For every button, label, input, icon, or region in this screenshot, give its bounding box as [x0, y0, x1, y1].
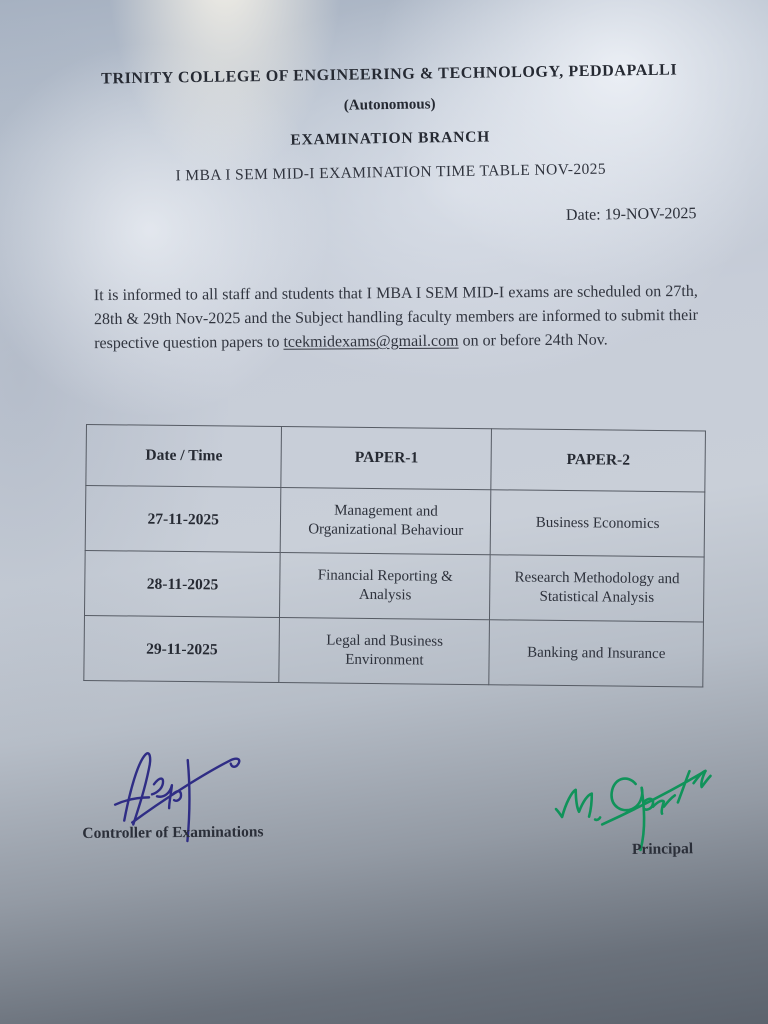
table-row	[84, 550, 704, 621]
exam-timetable-table	[83, 424, 706, 687]
examination-branch-heading: EXAMINATION BRANCH	[290, 128, 491, 149]
paper2-subject: Business Economics	[490, 490, 704, 557]
exam-date: 27-11-2025	[85, 486, 281, 553]
autonomous-subtitle: (Autonomous)	[343, 96, 436, 114]
exam-date: 29-11-2025	[84, 615, 280, 682]
principal-signature-block	[547, 761, 718, 860]
notice-paragraph	[94, 280, 698, 356]
issue-date: Date: 19-NOV-2025	[565, 205, 697, 224]
controller-of-examinations-label: Controller of Examinations	[82, 823, 264, 842]
paper1-subject: Legal and Business Environment	[279, 618, 489, 685]
paper2-subject: Research Methodology and Statistical Analysis	[490, 555, 704, 622]
controller-signature-block	[82, 743, 303, 843]
paper1-subject: Management and Organizational Behaviour	[281, 488, 491, 555]
notice-text-start: It is informed to all staff and students that I MBA I SEM MID-I exams are scheduled on 27th, 28th & 29th Nov-2025 and the Subject handling faculty members are informed to submit their respective question papers to	[93, 282, 699, 353]
college-name: TRINITY COLLEGE OF ENGINEERING & TECHNOLOGY, PEDDAPALLI	[101, 61, 678, 88]
exam-date: 28-11-2025	[84, 550, 280, 617]
header-date-time: Date / Time	[86, 425, 282, 488]
table-row	[85, 486, 705, 557]
email-address: tcekmidexams@gmail.com	[283, 332, 459, 351]
header-paper-1: PAPER-1	[281, 427, 491, 490]
document-header	[5, 60, 768, 188]
principal-label: Principal	[631, 840, 694, 859]
paper1-subject: Financial Reporting & Analysis	[280, 553, 490, 620]
header-paper-2: PAPER-2	[491, 429, 705, 492]
paper2-subject: Banking and Insurance	[489, 620, 703, 687]
table-header-row	[86, 425, 706, 492]
notice-text-end: on or before 24th Nov.	[458, 331, 608, 350]
table-row	[84, 615, 704, 686]
timetable-title: I MBA I SEM MID-I EXAMINATION TIME TABLE NOV-2025	[175, 160, 607, 185]
